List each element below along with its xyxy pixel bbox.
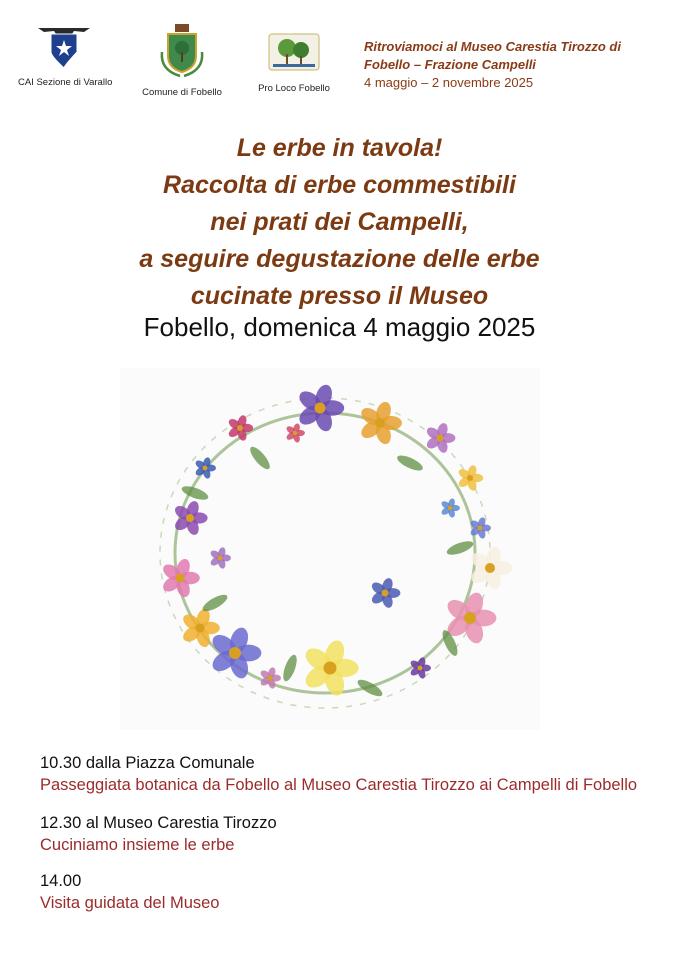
schedule-desc: Cuciniamo insieme le erbe — [40, 836, 235, 854]
title-line-4: a seguire degustazione delle erbe — [139, 245, 540, 273]
header-dates: 4 maggio – 2 novembre 2025 — [364, 75, 534, 90]
title-line-5: cucinate presso il Museo — [190, 282, 489, 310]
cai-caption: CAI Sezione di Varallo — [18, 77, 113, 88]
trees-icon — [255, 26, 333, 78]
schedule-item — [40, 812, 277, 856]
event-header — [364, 38, 664, 92]
event-title — [0, 130, 679, 315]
proloco-caption: Pro Loco Fobello — [258, 83, 330, 94]
title-line-2: Raccolta di erbe commestibili — [163, 171, 516, 199]
schedule-item — [40, 752, 637, 796]
schedule-desc: Visita guidata del Museo — [40, 894, 220, 912]
schedule-time: 12.30 al Museo Carestia Tirozzo — [40, 814, 277, 832]
schedule-time: 10.30 dalla Piazza Comunale — [40, 754, 255, 772]
cai-logo — [18, 22, 113, 88]
header-line-2: Fobello – Frazione Campelli — [364, 57, 536, 72]
title-line-1: Le erbe in tavola! — [236, 134, 443, 162]
schedule-item — [40, 870, 219, 914]
event-date-location: Fobello, domenica 4 maggio 2025 — [143, 312, 536, 342]
coat-of-arms-icon — [140, 22, 224, 82]
comune-logo — [140, 22, 224, 98]
schedule-time: 14.00 — [40, 872, 82, 890]
schedule-desc: Passeggiata botanica da Fobello al Museo Carestia Tirozzo ai Campelli di Fobello — [40, 776, 638, 794]
title-line-3: nei prati dei Campelli, — [210, 208, 469, 236]
proloco-logo — [255, 26, 333, 94]
header-line-1: Ritroviamoci al Museo Carestia Tirozzo di — [364, 39, 621, 54]
cai-emblem-icon — [18, 22, 110, 72]
comune-caption: Comune di Fobello — [142, 87, 222, 98]
flower-wreath-illustration — [120, 368, 540, 730]
